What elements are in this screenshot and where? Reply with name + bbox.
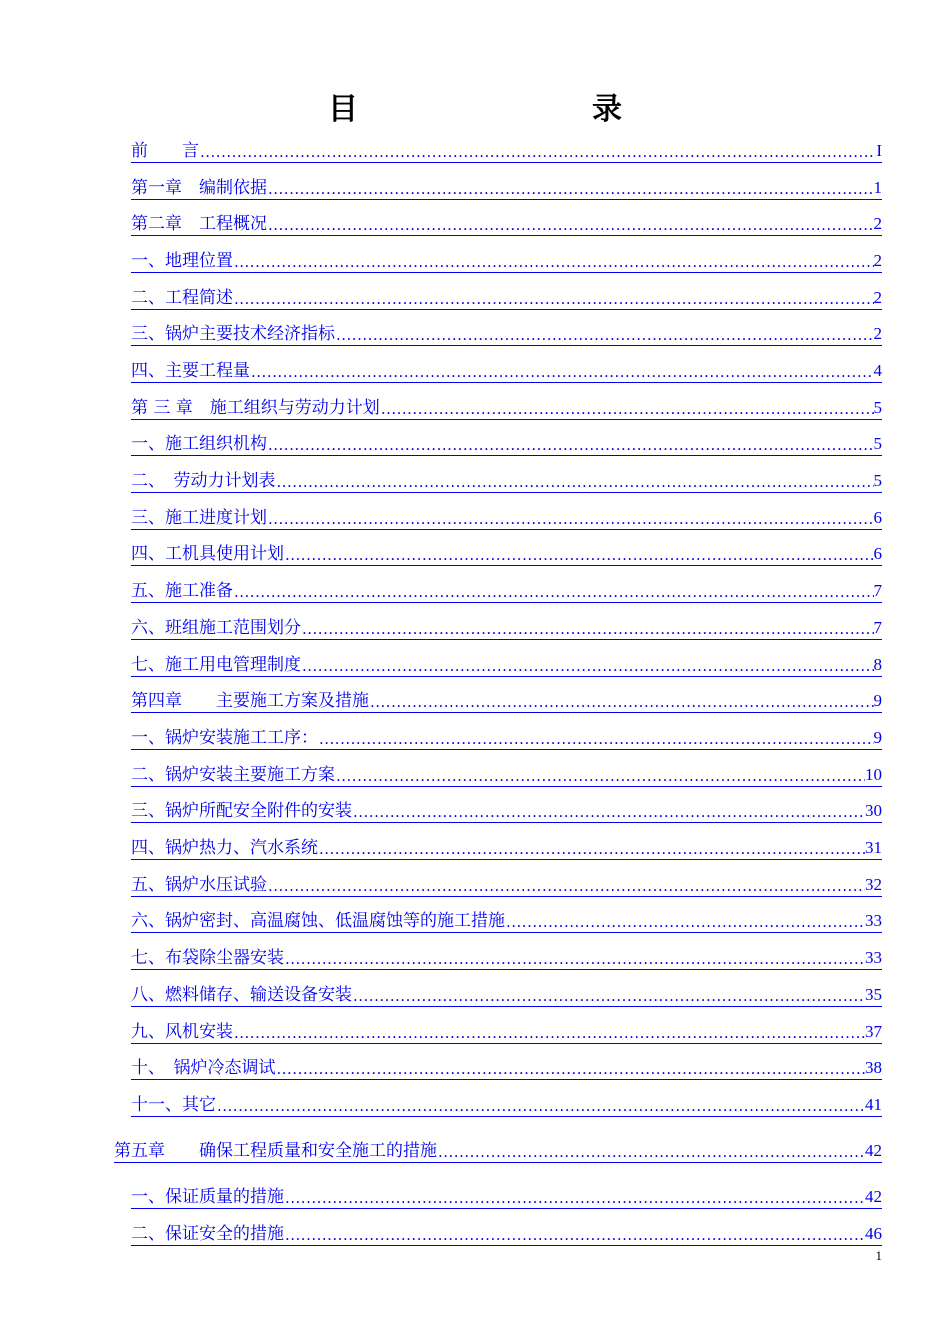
toc-dot-leader [267,213,874,236]
toc-entry-label: 七、布袋除尘器安装 [131,948,284,968]
toc-entry-preface[interactable] [131,137,882,163]
toc-entry-section[interactable] [131,357,882,383]
toc-entry-label: 三、锅炉所配安全附件的安装 [131,801,352,821]
toc-dot-leader [352,800,865,823]
toc-entry-label: 九、风机安装 [131,1022,233,1042]
toc-entry-page: 5 [874,433,883,456]
toc-entry-chapter-4[interactable] [131,687,882,713]
toc-entry-page: 2 [874,213,883,236]
toc-entry-label: 八、燃料储存、输送设备安装 [131,985,352,1005]
toc-entry-page: 4 [874,360,883,383]
toc-entry-page: 41 [865,1094,882,1117]
toc-entry-label: 一、施工组织机构 [131,434,267,454]
toc-entry-page: 7 [874,617,883,640]
toc-entry-page: 2 [874,287,883,310]
toc-entry-label: 十、 锅炉冷态调试 [131,1058,276,1078]
toc-entry-label: 二、保证安全的措施 [131,1224,284,1244]
toc-dot-leader [352,984,865,1007]
toc-dot-leader [284,543,874,566]
toc-entry-label: 一、锅炉安装施工工序： [131,728,318,748]
toc-entry-label: 第 三 章 施工组织与劳动力计划 [131,398,380,418]
toc-entry-page: 42 [865,1186,882,1209]
toc-dot-leader [267,177,874,200]
toc-entry-page: 6 [874,543,883,566]
toc-entry-page: 42 [865,1140,882,1163]
toc-entry-page: 6 [874,507,883,530]
toc-entry-label: 五、锅炉水压试验 [131,875,267,895]
toc-dot-leader [505,910,865,933]
page-number: 1 [875,1248,882,1263]
toc-entry-label: 一、保证质量的措施 [131,1187,284,1207]
toc-entry-section[interactable] [131,981,882,1007]
toc-entry-label: 五、施工准备 [131,581,233,601]
toc-entry-page: I [876,140,882,163]
toc-entry-label: 三、施工进度计划 [131,508,267,528]
toc-dot-leader [284,1223,865,1246]
toc-entry-chapter-3[interactable] [131,394,882,420]
toc-entry-page: 8 [874,654,883,677]
toc-entry-label: 四、主要工程量 [131,361,250,381]
toc-entry-label: 七、施工用电管理制度 [131,655,301,675]
toc-dot-leader [301,654,874,677]
toc-dot-leader [233,287,874,310]
toc-entry-page: 37 [865,1021,882,1044]
toc-entry-section[interactable] [131,1054,882,1080]
toc-entry-label: 二、 劳动力计划表 [131,471,276,491]
toc-entry-page: 33 [865,910,882,933]
toc-dot-leader [369,690,874,713]
toc-entry-label: 十一、其它 [131,1095,216,1115]
toc-entry-page: 5 [874,397,883,420]
toc-entry-section[interactable] [131,1220,882,1246]
toc-dot-leader [318,837,865,860]
toc-dot-leader [233,580,874,603]
toc-entry-page: 38 [865,1057,882,1080]
toc-entry-label: 四、工机具使用计划 [131,544,284,564]
toc-dot-leader [233,250,874,273]
toc-entry-section[interactable] [131,614,882,640]
toc-entry-section[interactable] [131,724,882,750]
toc-entry-section[interactable] [131,834,882,860]
toc-entry-page: 46 [865,1223,882,1246]
toc-entry-section[interactable] [131,1018,882,1044]
toc-entry-section[interactable] [131,1183,882,1209]
toc-entry-label: 第五章 确保工程质量和安全施工的措施 [114,1141,437,1161]
toc-entry-page: 35 [865,984,882,1007]
toc-entry-page: 2 [874,323,883,346]
toc-entry-section[interactable] [131,320,882,346]
toc-entry-page: 9 [874,727,883,750]
toc-dot-leader [267,874,865,897]
toc-entry-label: 第一章 编制依据 [131,178,267,198]
toc-entry-label: 第四章 主要施工方案及措施 [131,691,369,711]
toc-entry-section[interactable] [131,651,882,677]
toc-dot-leader [267,433,874,456]
toc-entry-section[interactable] [131,467,882,493]
toc-dot-leader [276,470,874,493]
toc-entry-page: 1 [874,177,883,200]
toc-entry-label: 三、锅炉主要技术经济指标 [131,324,335,344]
toc-entry-label: 四、锅炉热力、汽水系统 [131,838,318,858]
toc-entry-page: 31 [865,837,882,860]
toc-entry-page: 10 [865,764,882,787]
toc-entry-label: 六、班组施工范围划分 [131,618,301,638]
toc-entry-label: 一、地理位置 [131,251,233,271]
toc-entry-chapter-2[interactable] [131,210,882,236]
toc-entry-label: 二、锅炉安装主要施工方案 [131,765,335,785]
toc-entry-page: 32 [865,874,882,897]
toc-dot-leader [199,140,876,163]
toc-entry-label: 前 言 [131,141,199,161]
toc-entry-page: 30 [865,800,882,823]
toc-entry-chapter-1[interactable] [131,174,882,200]
toc-dot-leader [318,727,874,750]
toc-entry-section[interactable] [131,577,882,603]
toc-dot-leader [276,1057,866,1080]
toc-entry-section[interactable] [131,247,882,273]
toc-entry-section[interactable] [131,1091,882,1117]
toc-entry-section[interactable] [131,944,882,970]
toc-entry-section[interactable] [131,761,882,787]
toc-dot-leader [216,1094,865,1117]
toc-entry-section[interactable] [131,540,882,566]
toc-entry-label: 六、锅炉密封、高温腐蚀、低温腐蚀等的施工措施 [131,911,505,931]
toc-entry-page: 33 [865,947,882,970]
toc-entry-section[interactable] [131,797,882,823]
toc-dot-leader [301,617,874,640]
toc-dot-leader [437,1140,865,1163]
toc-entry-section[interactable] [131,907,882,933]
toc-entry-page: 7 [874,580,883,603]
toc-dot-leader [335,764,865,787]
toc-entry-section[interactable] [131,284,882,310]
toc-dot-leader [233,1021,865,1044]
toc-dot-leader [335,323,874,346]
toc-entry-section[interactable] [131,504,882,530]
toc-dot-leader [284,947,865,970]
toc-entry-page: 9 [874,690,883,713]
toc-dot-leader [267,507,874,530]
toc-entry-section[interactable] [131,871,882,897]
toc-dot-leader [250,360,874,383]
toc-entry-page: 5 [874,470,883,493]
toc-entry-page: 2 [874,250,883,273]
toc-dot-leader [284,1186,865,1209]
toc-entry-label: 二、工程简述 [131,288,233,308]
toc-dot-leader [380,397,874,420]
toc-entry-chapter-5[interactable] [114,1137,882,1163]
toc-entry-section[interactable] [131,430,882,456]
toc-entry-label: 第二章 工程概况 [131,214,267,234]
toc-title: 目 录 [328,92,680,127]
